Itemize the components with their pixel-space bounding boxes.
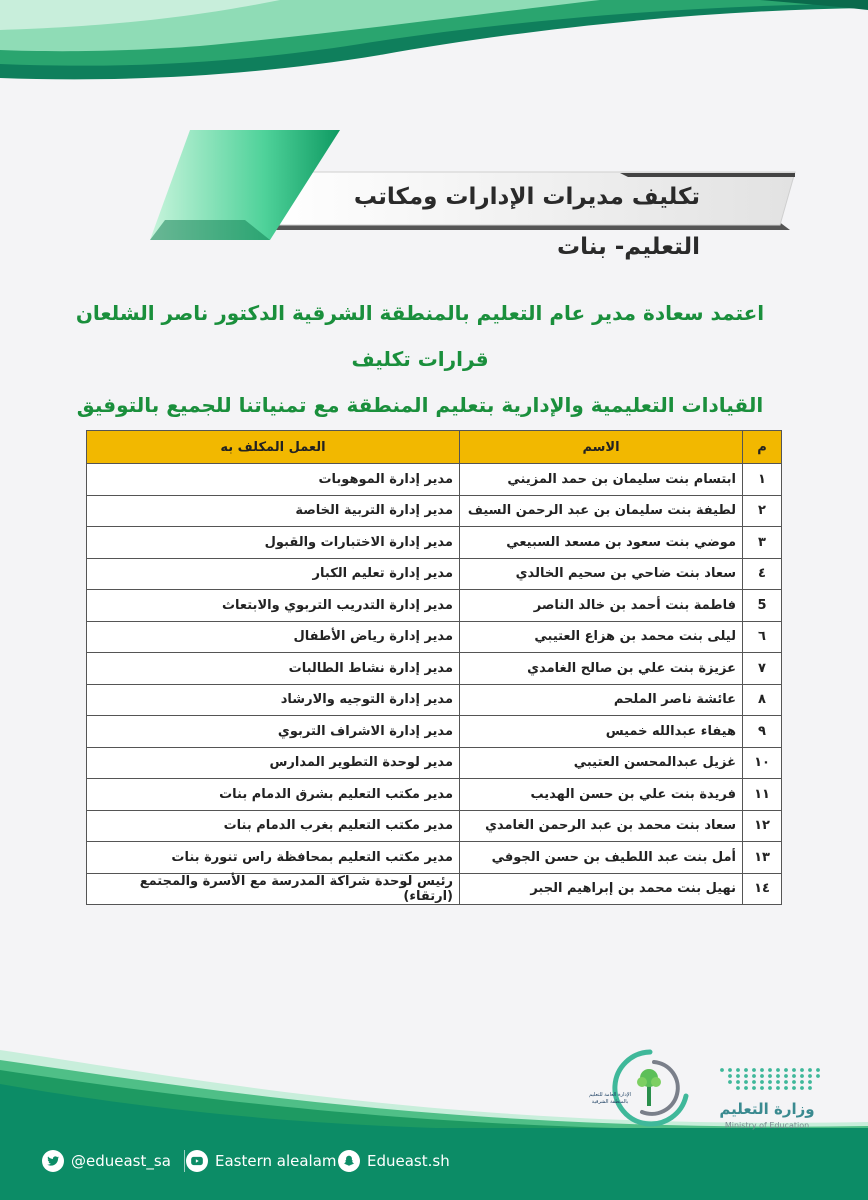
logo-dot — [760, 1068, 764, 1072]
row-job: مدير إدارة التربية الخاصة — [87, 495, 460, 527]
table-row — [87, 495, 782, 527]
table-row — [87, 590, 782, 622]
logo-dot — [808, 1080, 812, 1084]
row-number: ٩ — [743, 716, 782, 748]
row-name: فريدة بنت علي بن حسن الهديب — [460, 779, 743, 811]
logo-dot — [760, 1086, 764, 1090]
table-row — [87, 842, 782, 874]
row-name: سعاد بنت محمد بن عبد الرحمن الغامدي — [460, 810, 743, 842]
logo-dot — [792, 1068, 796, 1072]
row-number: ١٢ — [743, 810, 782, 842]
row-name: سعاد بنت ضاحي بن سحيم الخالدي — [460, 558, 743, 590]
row-name: فاطمة بنت أحمد بن خالد الناصر — [460, 590, 743, 622]
eastern-education-text: الإدارة العامة للتعليم بالمنطقة الشرقية — [589, 1092, 631, 1105]
logo-dot — [768, 1080, 772, 1084]
logo-dot — [728, 1080, 732, 1084]
row-name: موضي بنت سعود بن مسعد السبيعي — [460, 527, 743, 559]
logo-dot — [728, 1074, 732, 1078]
row-number: ١٠ — [743, 747, 782, 779]
logo-dot — [736, 1068, 740, 1072]
row-name: هيفاء عبدالله خميس — [460, 716, 743, 748]
logo-dot — [752, 1080, 756, 1084]
row-name: عائشة ناصر الملحم — [460, 684, 743, 716]
logo-dot — [760, 1080, 764, 1084]
row-number: ١٣ — [743, 842, 782, 874]
ministry-name-ar: وزارة التعليم — [719, 1100, 815, 1118]
logo-dot — [744, 1080, 748, 1084]
youtube-channel: Eastern alealam — [215, 1152, 337, 1170]
logo-dot — [744, 1086, 748, 1090]
page-title: تكليف مديرات الإدارات ومكاتب التعليم- بنات — [353, 184, 700, 260]
logo-dot — [744, 1074, 748, 1078]
table-row — [87, 527, 782, 559]
row-name: لطيفة بنت سليمان بن عبد الرحمن السيف — [460, 495, 743, 527]
logo-dot — [792, 1086, 796, 1090]
row-name: نهيل بنت محمد بن إبراهيم الجبر — [460, 873, 743, 905]
row-job: مدير مكتب التعليم بشرق الدمام بنات — [87, 779, 460, 811]
row-name: أمل بنت عبد اللطيف بن حسن الجوفي — [460, 842, 743, 874]
row-job: مدير إدارة نشاط الطالبات — [87, 653, 460, 685]
social-twitter[interactable] — [42, 1148, 185, 1174]
row-job: مدير إدارة التدريب التربوي والابتعاث — [87, 590, 460, 622]
row-job: مدير إدارة رياض الأطفال — [87, 621, 460, 653]
top-wave-decoration — [0, 0, 868, 90]
logo-dot — [760, 1074, 764, 1078]
logo-dot — [784, 1086, 788, 1090]
row-job: مدير مكتب التعليم بغرب الدمام بنات — [87, 810, 460, 842]
logo-dot — [800, 1086, 804, 1090]
intro-line-2: القيادات التعليمية والإدارية بتعليم المنطقة مع تمنياتنا للجميع بالتوفيق — [76, 393, 764, 417]
logo-dot — [784, 1080, 788, 1084]
table-row — [87, 779, 782, 811]
row-number: ٢ — [743, 495, 782, 527]
logo-dot — [768, 1086, 772, 1090]
assignments-table — [86, 430, 782, 905]
logo-dot — [768, 1074, 772, 1078]
row-job: مدير مكتب التعليم بمحافظة راس تنورة بنات — [87, 842, 460, 874]
row-number: ١ — [743, 464, 782, 496]
logo-dot — [808, 1074, 812, 1078]
logo-dot — [800, 1068, 804, 1072]
table-row — [87, 558, 782, 590]
logo-dot — [776, 1080, 780, 1084]
logo-dot — [816, 1068, 820, 1072]
logo-dot — [816, 1074, 820, 1078]
row-number: ٤ — [743, 558, 782, 590]
header-name: الاسم — [460, 431, 743, 464]
row-job: مدير إدارة التوجيه والارشاد — [87, 684, 460, 716]
row-name: غزيل عبدالمحسن العتيبي — [460, 747, 743, 779]
social-snapchat[interactable] — [338, 1148, 450, 1174]
table-row — [87, 810, 782, 842]
table-row — [87, 621, 782, 653]
table-row — [87, 684, 782, 716]
row-number: ١٤ — [743, 873, 782, 905]
logo-dot — [784, 1074, 788, 1078]
twitter-icon — [42, 1150, 64, 1172]
row-number: ٦ — [743, 621, 782, 653]
eastern-education-logo — [590, 1044, 700, 1130]
table-row — [87, 873, 782, 905]
social-youtube[interactable] — [186, 1148, 351, 1174]
row-job: مدير إدارة تعليم الكبار — [87, 558, 460, 590]
row-number: ٨ — [743, 684, 782, 716]
logo-dot — [808, 1068, 812, 1072]
logo-dot — [752, 1086, 756, 1090]
table-row — [87, 747, 782, 779]
table-row — [87, 464, 782, 496]
row-number: 5 — [743, 590, 782, 622]
header-job: العمل المكلف به — [87, 431, 460, 464]
logo-dot — [752, 1068, 756, 1072]
snapchat-handle: Edueast.sh — [367, 1152, 450, 1170]
logo-dot — [776, 1074, 780, 1078]
snapchat-icon — [338, 1150, 360, 1172]
row-name: ابتسام بنت سليمان بن حمد المزيني — [460, 464, 743, 496]
logo-dot — [808, 1086, 812, 1090]
logo-dot — [752, 1074, 756, 1078]
logo-dot — [736, 1086, 740, 1090]
table-header-row — [87, 431, 782, 464]
logo-dot — [720, 1068, 724, 1072]
logo-dot — [800, 1080, 804, 1084]
row-job: مدير لوحدة التطوير المدارس — [87, 747, 460, 779]
logo-dot — [792, 1074, 796, 1078]
row-job: رئيس لوحدة شراكة المدرسة مع الأسرة والمجتمع (ارتقاء) — [87, 873, 460, 905]
logo-dot — [792, 1080, 796, 1084]
row-job: مدير إدارة الموهوبات — [87, 464, 460, 496]
logo-dot — [784, 1068, 788, 1072]
row-job: مدير إدارة الاشراف التربوي — [87, 716, 460, 748]
intro-line-1: اعتمد سعادة مدير عام التعليم بالمنطقة الشرقية الدكتور ناصر الشلعان قرارات تكليف — [75, 301, 765, 371]
logo-dot — [768, 1068, 772, 1072]
logo-dot — [776, 1086, 780, 1090]
row-number: ٣ — [743, 527, 782, 559]
row-name: عزيزة بنت علي بن صالح الغامدي — [460, 653, 743, 685]
logo-dot — [736, 1080, 740, 1084]
logo-dot — [728, 1068, 732, 1072]
ministry-name-en: Ministry of Education — [724, 1121, 810, 1130]
separator — [184, 1150, 185, 1172]
logo-dot — [776, 1068, 780, 1072]
youtube-icon — [186, 1150, 208, 1172]
table-row — [87, 653, 782, 685]
table-row — [87, 716, 782, 748]
row-number: ٧ — [743, 653, 782, 685]
twitter-handle: @edueast_sa — [71, 1152, 171, 1170]
row-name: ليلى بنت محمد بن هزاع العتيبي — [460, 621, 743, 653]
row-number: ١١ — [743, 779, 782, 811]
header-number: م — [743, 431, 782, 464]
row-job: مدير إدارة الاختبارات والقبول — [87, 527, 460, 559]
logo-dot — [736, 1074, 740, 1078]
logo-dot — [800, 1074, 804, 1078]
logo-dot — [744, 1068, 748, 1072]
